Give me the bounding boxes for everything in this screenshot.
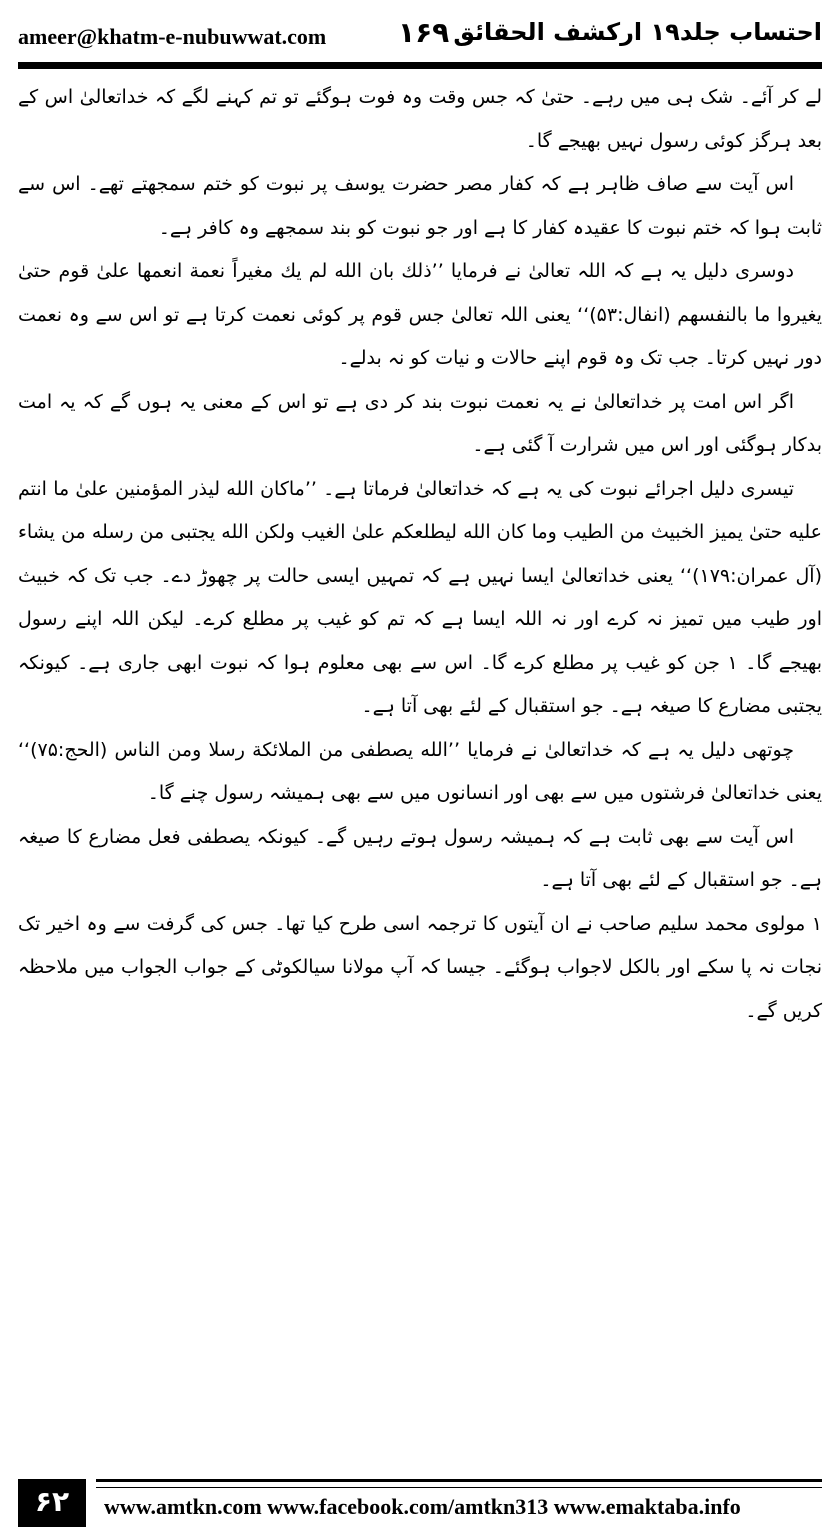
- paragraph-2: اس آیت سے صاف ظاہر ہے کہ کفار مصر حضرت یوسف پر نبوت کو ختم سمجھتے تھے۔ اس سے ثابت ہوا کہ ختم نبوت کا عقیدہ کفار کا ہے اور جو نبوت کو بند سمجھے وہ کافر ہے۔: [18, 173, 822, 239]
- paragraph-3: دوسری دلیل یہ ہے کہ اللہ تعالیٰ نے فرمایا ’’ذلك بان الله لم يك مغيراً نعمة انعمها علىٰ قوم حتىٰ يغيروا ما بالنفسهم (انفال:۵۳)‘‘ یعنی اللہ تعالیٰ جس قوم پر کوئی نعمت کرتا ہے تو اس سے وہ نعمت دور نہیں کرتا۔ جب تک وہ قوم اپنے حالات و نیات کو نہ بدلے۔: [18, 260, 822, 369]
- paragraph-5: تیسری دلیل اجرائے نبوت کی یہ ہے کہ خداتعالیٰ فرماتا ہے۔ ’’ماكان الله ليذر المؤمنين علىٰ ما انتم عليه حتىٰ يميز الخبيث من الطيب وما كان الله ليطلعكم علىٰ الغيب ولكن الله يجتبى من رسله من يشاء (آل عمران:۱۷۹)‘‘ یعنی خداتعالیٰ ایسا نہیں ہے کہ تمہیں ایسی حالت پر چھوڑ دے۔ جب تک کہ خبیث اور طیب میں تمیز نہ کرے اور نہ اللہ ایسا ہے کہ تم کو غیب پر مطلع کرے۔ لیکن اللہ اپنے رسول بھیجے گا۔ ۱ جن کو غیب پر مطلع کرے گا۔ اس سے بھی معلوم ہوا کہ نبوت ابھی جاری ہے۔ کیونکہ یجتبی مضارع کا صیغہ ہے۔ جو استقبال کے لئے بھی آتا ہے۔: [18, 477, 822, 717]
- footnote: ۱ مولوی محمد سلیم صاحب نے ان آیتوں کا ترجمہ اسی طرح کیا تھا۔ جس کی گرفت سے وہ اخیر تک نجات نہ پا سکے اور بالکل لاجواب ہوگئے۔ جیسا کہ آپ مولانا سیالکوٹی کے جواب الجواب میں ملاحظہ کریں گے۔: [18, 912, 822, 1022]
- header-book-title: احتساب جلد۱۹ ارکشف الحقائق: [453, 18, 822, 46]
- footer-links: www.amtkn.com www.facebook.com/amtkn313 www.emaktaba.info: [104, 1494, 741, 1519]
- header-rule: [18, 62, 822, 69]
- paragraph-7: اس آیت سے بھی ثابت ہے کہ ہمیشہ رسول ہوتے رہیں گے۔ کیونکہ یصطفی فعل مضارع کا صیغہ ہے۔ جو استقبال کے لئے بھی آتا ہے۔: [18, 825, 822, 891]
- footer-rule: [96, 1479, 822, 1482]
- paragraph-6: چوتھی دلیل یہ ہے کہ خداتعالیٰ نے فرمایا ’’الله يصطفى من الملائكة رسلا ومن الناس (الحج:۷۵)‘‘ یعنی خداتعالیٰ فرشتوں میں سے بھی اور انسانوں میں سے بھی ہمیشہ رسول چنے گا۔: [18, 738, 822, 804]
- header-page-number: ۱۶۹: [398, 16, 450, 49]
- paragraph-4: اگر اس امت پر خداتعالیٰ نے یہ نعمت نبوت بند کر دی ہے تو اس کے معنی یہ ہوں گے کہ یہ امت بدکار ہوگئی اور اس میں شرارت آ گئی ہے۔: [18, 390, 822, 456]
- page-body: [18, 76, 822, 1033]
- header-email: ameer@khatm-e-nubuwwat.com: [18, 24, 327, 49]
- footer-rule-thin: [96, 1487, 822, 1488]
- paragraph-1: لے کر آئے۔ شک ہی میں رہے۔ حتیٰ کہ جس وقت وہ فوت ہوگئے تو تم کہنے لگے کہ خداتعالیٰ اس کے بعد ہرگز کوئی رسول نہیں بھیجے گا۔: [18, 86, 822, 152]
- footer-page-box: ۶۲: [18, 1479, 86, 1527]
- page-header: [18, 14, 822, 54]
